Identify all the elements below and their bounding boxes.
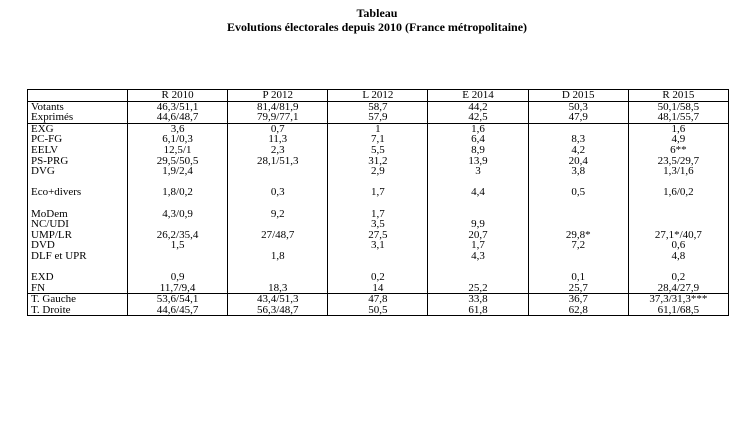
header-cell: E 2014: [428, 90, 528, 102]
row-label: [28, 262, 128, 273]
table-cell: [228, 272, 328, 283]
table-cell: 42,5: [428, 112, 528, 123]
row-label: DLF et UPR: [31, 250, 87, 262]
table-cell: 2,3: [228, 145, 328, 156]
table-cell: 29,8*: [528, 230, 628, 241]
table-row: [28, 219, 729, 230]
row-label: FN: [31, 282, 46, 294]
table-cell: [428, 177, 528, 188]
table-cell: 25,7: [528, 283, 628, 294]
table-cell: [528, 209, 628, 220]
table-cell: [628, 219, 728, 230]
table-row: [28, 177, 729, 188]
table-cell: 7,1: [328, 134, 428, 145]
table-cell: 53,6/54,1: [128, 294, 228, 305]
table-cell: [528, 251, 628, 262]
table-cell: 28,1/51,3: [228, 156, 328, 167]
title-block: [0, 6, 754, 34]
table-cell: 23,5/29,7: [628, 156, 728, 167]
table-cell: [228, 198, 328, 209]
table-cell: 37,3/31,3***: [628, 294, 728, 305]
table-cell: [628, 177, 728, 188]
results-table: [27, 89, 729, 316]
table-cell: [128, 198, 228, 209]
header-cell: L 2012: [328, 90, 428, 102]
header-cell: P 2012: [228, 90, 328, 102]
row-label: EXG: [28, 123, 128, 134]
table-cell: 6,4: [428, 134, 528, 145]
table-cell: 1,7: [428, 240, 528, 251]
table-cell: 8,3: [528, 134, 628, 145]
table-cell: [528, 177, 628, 188]
row-label: PC-FG: [31, 134, 63, 145]
table-cell: 9,2: [228, 209, 328, 220]
table-row: [28, 272, 729, 283]
table-row: [28, 166, 729, 177]
table-cell: [328, 262, 428, 273]
table-cell: 1,6: [628, 123, 728, 134]
table-cell: 14: [328, 283, 428, 294]
row-label: Exprimés: [31, 112, 74, 124]
table-cell: 11,3: [228, 134, 328, 145]
table-cell: 0,7: [228, 123, 328, 134]
table-subtitle: Evolutions électorales depuis 2010 (France métropolitaine): [226, 20, 528, 34]
table-cell: 43,4/51,3: [228, 294, 328, 305]
table-cell: 3,1: [328, 240, 428, 251]
table-cell: 3: [428, 166, 528, 177]
row-label: [28, 198, 128, 209]
header-cell: [28, 90, 128, 102]
table-cell: 4,3/0,9: [128, 209, 228, 220]
table-cell: [528, 123, 628, 134]
table-cell: [328, 198, 428, 209]
table-cell: 27/48,7: [228, 230, 328, 241]
table-cell: 47,9: [528, 112, 628, 123]
table-row: [28, 240, 729, 251]
table-cell: 7,2: [528, 240, 628, 251]
table-cell: [428, 262, 528, 273]
row-label: PS-PRG: [31, 155, 69, 167]
row-label: MoDem: [31, 208, 68, 220]
table-cell: 1,9/2,4: [128, 166, 228, 177]
table-cell: 6**: [628, 145, 728, 156]
table-cell: [528, 219, 628, 230]
table-cell: 50,5: [328, 305, 428, 316]
header-row: [28, 90, 729, 102]
table-cell: 6,1/0,3: [128, 134, 228, 145]
table-cell: 4,2: [528, 145, 628, 156]
table-row: [28, 101, 729, 112]
table-row: [28, 112, 729, 123]
table-cell: 56,3/48,7: [228, 305, 328, 316]
table-cell: 46,3/51,1: [128, 101, 228, 112]
table-cell: 4,8: [628, 251, 728, 262]
table-cell: [628, 262, 728, 273]
table-cell: 79,9/77,1: [228, 112, 328, 123]
row-label: EELV: [31, 144, 59, 156]
table-row: [28, 294, 729, 305]
table-row: [28, 156, 729, 167]
table-cell: 0,9: [128, 272, 228, 283]
table-cell: 5,5: [328, 145, 428, 156]
table-title: Tableau: [356, 6, 398, 20]
table-body: [28, 101, 729, 316]
table-cell: 9,9: [428, 219, 528, 230]
table-row: [28, 251, 729, 262]
table-cell: [228, 219, 328, 230]
table-cell: [128, 262, 228, 273]
table-cell: [528, 198, 628, 209]
row-label: DVD: [31, 240, 55, 251]
table-row: [28, 198, 729, 209]
table-cell: 1,5: [128, 240, 228, 251]
table-cell: 3,5: [328, 219, 428, 230]
table-cell: 27,5: [328, 230, 428, 241]
table-cell: 1,7: [328, 187, 428, 198]
table-cell: 3,8: [528, 166, 628, 177]
table-cell: 81,4/81,9: [228, 101, 328, 112]
table-cell: [528, 262, 628, 273]
table-cell: 0,2: [628, 272, 728, 283]
header-cell: R 2015: [628, 90, 728, 102]
table-cell: 25,2: [428, 283, 528, 294]
row-label: NC/UDI: [31, 219, 69, 230]
row-label: [28, 177, 128, 188]
table-cell: [428, 198, 528, 209]
table-cell: 0,2: [328, 272, 428, 283]
table-cell: [228, 166, 328, 177]
row-label: EXD: [31, 272, 54, 283]
table-cell: [328, 251, 428, 262]
table-cell: [128, 219, 228, 230]
table-cell: 61,1/68,5: [628, 305, 728, 316]
table-row: [28, 230, 729, 241]
table-cell: 61,8: [428, 305, 528, 316]
table-cell: [228, 177, 328, 188]
table-row: [28, 262, 729, 273]
table-cell: 44,6/45,7: [128, 305, 228, 316]
table-cell: 1: [328, 123, 428, 134]
table-row: [28, 209, 729, 220]
table-cell: 1,8: [228, 251, 328, 262]
table-cell: [328, 177, 428, 188]
table-cell: 0,3: [228, 187, 328, 198]
table-cell: 0,1: [528, 272, 628, 283]
table-cell: 4,4: [428, 187, 528, 198]
table-cell: 0,6: [628, 240, 728, 251]
table-cell: 20,4: [528, 156, 628, 167]
header-cell: D 2015: [528, 90, 628, 102]
row-label: T. Droite: [31, 304, 71, 316]
table-cell: 48,1/55,7: [628, 112, 728, 123]
table-cell: 12,5/1: [128, 145, 228, 156]
table-cell: [228, 262, 328, 273]
table-cell: 33,8: [428, 294, 528, 305]
row-label: Eco+divers: [31, 187, 82, 198]
table-cell: 44,2: [428, 101, 528, 112]
table-cell: [128, 177, 228, 188]
table-cell: 1,3/1,6: [628, 166, 728, 177]
table-cell: 1,7: [328, 209, 428, 220]
table-cell: 1,6/0,2: [628, 187, 728, 198]
table-cell: 11,7/9,4: [128, 283, 228, 294]
table-cell: 2,9: [328, 166, 428, 177]
table-cell: [428, 209, 528, 220]
table-cell: 44,6/48,7: [128, 112, 228, 123]
table-cell: 36,7: [528, 294, 628, 305]
table-cell: 3,6: [128, 123, 228, 134]
table-cell: 57,9: [328, 112, 428, 123]
table-row: [28, 305, 729, 316]
row-label: UMP/LR: [31, 229, 72, 241]
table-cell: 50,3: [528, 101, 628, 112]
table-cell: 31,2: [328, 156, 428, 167]
table-cell: [628, 198, 728, 209]
table-row: [28, 123, 729, 134]
table-cell: [228, 240, 328, 251]
table-cell: 47,8: [328, 294, 428, 305]
table-row: [28, 134, 729, 145]
table-cell: 58,7: [328, 101, 428, 112]
table-row: [28, 283, 729, 294]
table-cell: 1,8/0,2: [128, 187, 228, 198]
table-row: [28, 145, 729, 156]
row-label: T. Gauche: [28, 294, 128, 305]
table-cell: 1,6: [428, 123, 528, 134]
table-cell: [128, 251, 228, 262]
table-cell: [428, 272, 528, 283]
row-label: DVG: [31, 166, 55, 177]
table-cell: 8,9: [428, 145, 528, 156]
table-cell: 18,3: [228, 283, 328, 294]
table-cell: [628, 209, 728, 220]
table-cell: 20,7: [428, 230, 528, 241]
table-cell: 28,4/27,9: [628, 283, 728, 294]
table-cell: 13,9: [428, 156, 528, 167]
table-cell: 26,2/35,4: [128, 230, 228, 241]
row-label: Votants: [28, 101, 128, 112]
table-cell: 50,1/58,5: [628, 101, 728, 112]
table-cell: 29,5/50,5: [128, 156, 228, 167]
header-cell: R 2010: [128, 90, 228, 102]
table-cell: 27,1*/40,7: [628, 230, 728, 241]
table-cell: 4,3: [428, 251, 528, 262]
table-cell: 4,9: [628, 134, 728, 145]
table-row: [28, 187, 729, 198]
table-cell: 0,5: [528, 187, 628, 198]
table-cell: 62,8: [528, 305, 628, 316]
